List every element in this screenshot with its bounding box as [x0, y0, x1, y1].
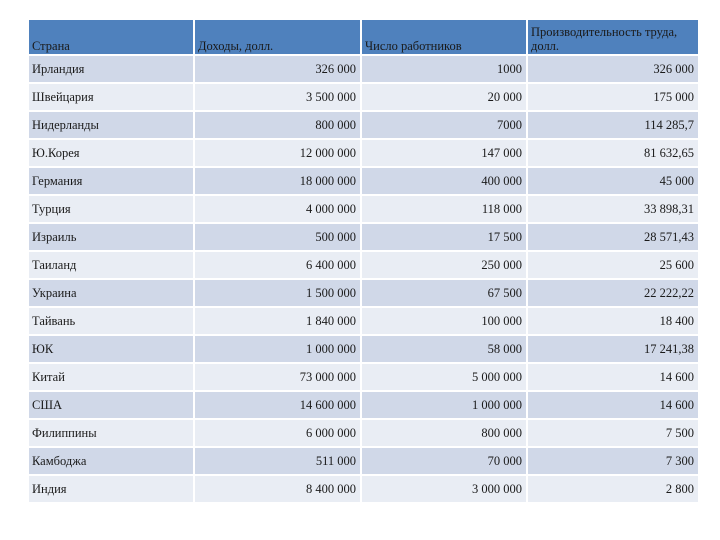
table-header-row	[29, 20, 698, 55]
cell-productivity: 81 632,65	[527, 139, 698, 167]
cell-workers: 147 000	[361, 139, 527, 167]
cell-productivity: 14 600	[527, 391, 698, 419]
cell-country: Тайвань	[29, 307, 194, 335]
cell-productivity: 326 000	[527, 55, 698, 83]
cell-productivity: 7 500	[527, 419, 698, 447]
table-row	[29, 279, 698, 307]
table-row	[29, 223, 698, 251]
productivity-table	[29, 20, 698, 502]
table-body	[29, 55, 698, 502]
table-row	[29, 139, 698, 167]
cell-country: Украина	[29, 279, 194, 307]
cell-productivity: 2 800	[527, 475, 698, 502]
table-row	[29, 419, 698, 447]
table-row	[29, 251, 698, 279]
cell-workers: 800 000	[361, 419, 527, 447]
cell-productivity: 14 600	[527, 363, 698, 391]
cell-productivity: 7 300	[527, 447, 698, 475]
cell-workers: 67 500	[361, 279, 527, 307]
cell-income: 73 000 000	[194, 363, 361, 391]
cell-workers: 1 000 000	[361, 391, 527, 419]
cell-country: Швейцария	[29, 83, 194, 111]
cell-income: 6 400 000	[194, 251, 361, 279]
cell-income: 14 600 000	[194, 391, 361, 419]
productivity-table-container	[29, 20, 698, 502]
table-row	[29, 111, 698, 139]
table-row	[29, 475, 698, 502]
cell-income: 1 000 000	[194, 335, 361, 363]
cell-income: 12 000 000	[194, 139, 361, 167]
table-row	[29, 391, 698, 419]
cell-country: Ю.Корея	[29, 139, 194, 167]
header-income	[194, 20, 361, 55]
cell-income: 500 000	[194, 223, 361, 251]
cell-productivity: 45 000	[527, 167, 698, 195]
cell-country: Филиппины	[29, 419, 194, 447]
cell-workers: 7000	[361, 111, 527, 139]
cell-country: Турция	[29, 195, 194, 223]
cell-productivity: 175 000	[527, 83, 698, 111]
header-productivity-label: Производительность труда, долл.	[531, 25, 678, 53]
cell-productivity: 33 898,31	[527, 195, 698, 223]
header-country	[29, 20, 194, 55]
table-row	[29, 363, 698, 391]
cell-income: 6 000 000	[194, 419, 361, 447]
cell-country: Ирландия	[29, 55, 194, 83]
cell-country: ЮК	[29, 335, 194, 363]
cell-workers: 100 000	[361, 307, 527, 335]
cell-workers: 20 000	[361, 83, 527, 111]
cell-workers: 118 000	[361, 195, 527, 223]
cell-productivity: 22 222,22	[527, 279, 698, 307]
cell-country: Израиль	[29, 223, 194, 251]
cell-country: Нидерланды	[29, 111, 194, 139]
header-workers-label: Число работников	[365, 39, 462, 53]
cell-income: 326 000	[194, 55, 361, 83]
cell-income: 511 000	[194, 447, 361, 475]
cell-workers: 3 000 000	[361, 475, 527, 502]
cell-income: 1 500 000	[194, 279, 361, 307]
cell-income: 8 400 000	[194, 475, 361, 502]
cell-country: Камбоджа	[29, 447, 194, 475]
cell-income: 4 000 000	[194, 195, 361, 223]
cell-workers: 1000	[361, 55, 527, 83]
cell-income: 1 840 000	[194, 307, 361, 335]
table-row	[29, 83, 698, 111]
header-income-label: Доходы, долл.	[198, 39, 274, 53]
table-row	[29, 307, 698, 335]
header-workers	[361, 20, 527, 55]
header-country-label: Страна	[32, 39, 70, 53]
cell-productivity: 18 400	[527, 307, 698, 335]
cell-workers: 400 000	[361, 167, 527, 195]
cell-country: Китай	[29, 363, 194, 391]
cell-workers: 5 000 000	[361, 363, 527, 391]
cell-workers: 58 000	[361, 335, 527, 363]
cell-productivity: 25 600	[527, 251, 698, 279]
cell-workers: 250 000	[361, 251, 527, 279]
cell-income: 800 000	[194, 111, 361, 139]
cell-country: США	[29, 391, 194, 419]
cell-income: 18 000 000	[194, 167, 361, 195]
cell-productivity: 28 571,43	[527, 223, 698, 251]
cell-productivity: 114 285,7	[527, 111, 698, 139]
table-row	[29, 195, 698, 223]
cell-workers: 70 000	[361, 447, 527, 475]
table-row	[29, 55, 698, 83]
header-productivity	[527, 20, 698, 55]
cell-workers: 17 500	[361, 223, 527, 251]
cell-country: Таиланд	[29, 251, 194, 279]
cell-productivity: 17 241,38	[527, 335, 698, 363]
cell-income: 3 500 000	[194, 83, 361, 111]
table-row	[29, 335, 698, 363]
table-row	[29, 167, 698, 195]
cell-country: Германия	[29, 167, 194, 195]
cell-country: Индия	[29, 475, 194, 502]
table-row	[29, 447, 698, 475]
